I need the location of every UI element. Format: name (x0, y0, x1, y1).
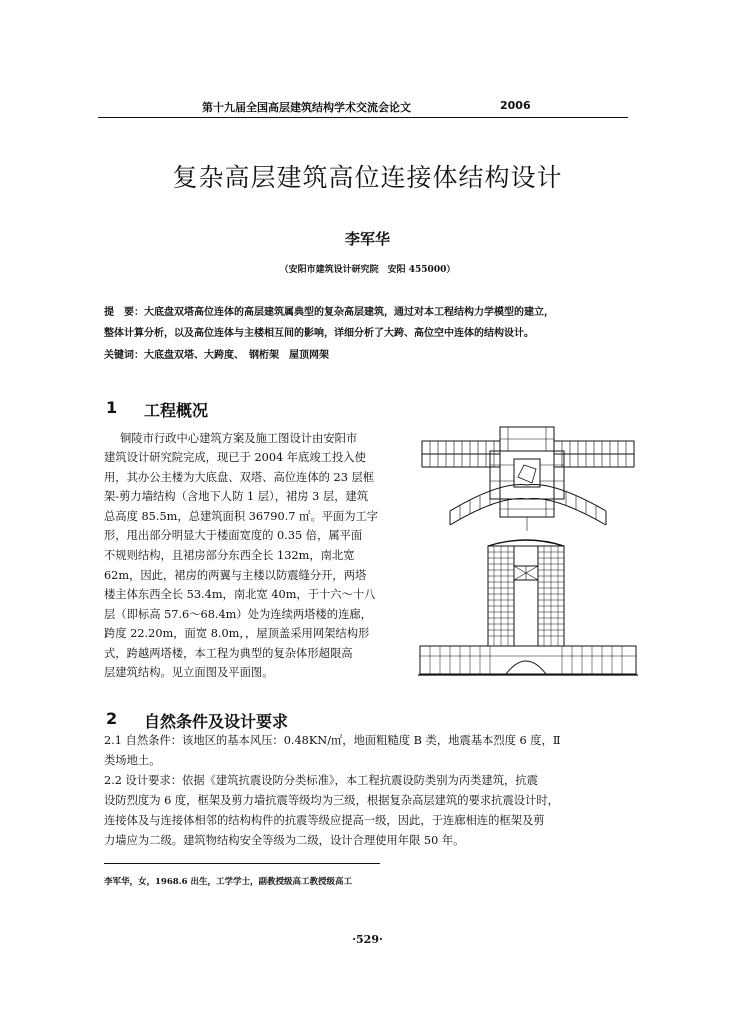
body-line: 建筑设计研究院完成，现已于 2004 年底竣工投入使 (104, 451, 366, 464)
body-line: 类场地土。 (104, 754, 161, 767)
floor-plan-drawing (420, 425, 638, 533)
body-line: 跨度 22.20m，面宽 8.0m，，屋顶盖采用网架结构形 (104, 627, 370, 640)
body-line: 层建筑结构。见立面图及平面图。 (104, 666, 274, 679)
conference-year: 2006 (500, 99, 531, 112)
page-number: ·529· (352, 933, 383, 946)
body-line: 不规则结构，且裙房部分东西全长 132m，南北宽 (104, 549, 355, 562)
body-line: 总高度 85.5m，总建筑面积 36790.7 ㎡。平面为工字 (104, 510, 379, 523)
section-1-heading (106, 398, 306, 420)
body-line: 连接体及与连接体相邻的结构构件的抗震等级应提高一级，因此，于连廊相连的框架及剪 (104, 814, 545, 827)
elevation-drawing (418, 536, 638, 678)
author-affiliation: （安阳市建筑设计研究院 安阳 455000） (279, 265, 456, 275)
abstract-line: 提 要：大底盘双塔高位连体的高层建筑属典型的复杂高层建筑，通过对本工程结构力学模型的建立， (104, 307, 554, 318)
body-line: 用，其办公主楼为大底盘、双塔、高位连体的 23 层框 (104, 471, 375, 484)
keywords-line: 关键词：大底盘双塔、大跨度、 钢桁架 屋顶网架 (104, 350, 329, 361)
section-number: 2 (106, 709, 118, 728)
author-name: 李军华 (344, 230, 390, 248)
body-line: 设防烈度为 6 度，框架及剪力墙抗震等级均为三级，根据复杂高层建筑的要求抗震设计时， (104, 794, 559, 807)
running-header (98, 97, 628, 118)
body-line: 形，甩出部分明显大于楼面宽度的 0.35 倍，属平面 (104, 529, 363, 542)
section-2-heading (106, 709, 406, 731)
footnote-rule (104, 863, 380, 864)
body-line: 层（即标高 57.6～68.4m）处为连续两塔楼的连廊， (104, 608, 372, 621)
conference-name: 第十九届全国高层建筑结构学术交流会论文 (202, 101, 411, 114)
abstract-line: 整体计算分析，以及高位连体与主楼相互间的影响，详细分析了大跨、高位空中连体的结构设计。 (104, 328, 534, 339)
body-line: 2.1 自然条件：该地区的基本风压：0.48KN/㎡，地面粗糙度 B 类，地震基本烈度 6 度，Ⅱ (104, 734, 561, 747)
body-line: 架-剪力墙结构（含地下人防 1 层），裙房 3 层，建筑 (104, 490, 369, 503)
body-line: 62m，因此，裙房的两翼与主楼以防震缝分开，两塔 (104, 569, 367, 582)
body-line: 2.2 设计要求：依据《建筑抗震设防分类标准》，本工程抗震设防类别为丙类建筑，抗震 (104, 774, 538, 787)
author-footnote: 李军华，女，1968.6 出生，工学学士，副教授级高工教授级高工 (104, 877, 352, 887)
paper-title: 复杂高层建筑高位连接体结构设计 (172, 163, 563, 192)
body-line: 楼主体东西全长 53.4m，南北宽 40m，于十六～十八 (104, 588, 376, 601)
body-line: 力墙应为二级。建筑物结构安全等级为二级，设计合理使用年限 50 年。 (104, 834, 465, 847)
section-title: 工程概况 (144, 401, 209, 420)
section-number: 1 (106, 398, 118, 417)
section-title: 自然条件及设计要求 (144, 712, 289, 731)
body-line: 铜陵市行政中心建筑方案及施工图设计由安阳市 (120, 432, 358, 445)
body-line: 式，跨越两塔楼，本工程为典型的复杂体形超限高 (104, 647, 353, 660)
